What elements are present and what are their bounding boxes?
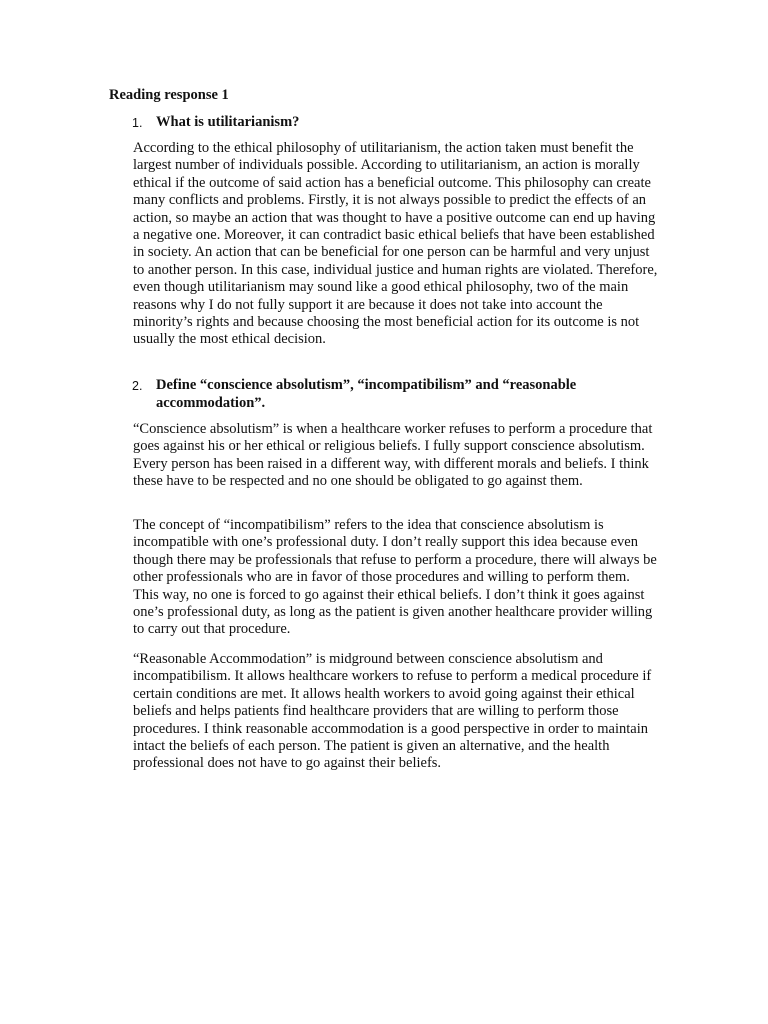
document-title: Reading response 1 <box>109 87 229 103</box>
reasonable-accommodation-paragraph: “Reasonable Accommodation” is midground between conscience absolutism and incompatibilism. It allows healthcare workers to refuse to perform a medical procedure if certain conditions are met. It allows health workers to avoid going against their ethical beliefs and helps patients find healthcare providers that are willing to perform those procedures. I think reasonable accommodation is a good perspective in order to maintain intact the beliefs of each person. The patient is given an alternative, and the health professional does not have to go against their beliefs. <box>133 651 652 772</box>
question-2-text: Define “conscience absolutism”, “incompatibilism” and “reasonable accommodation”. <box>156 377 577 411</box>
conscience-absolutism-paragraph: “Conscience absolutism” is when a healthcare worker refuses to perform a procedure that goes against his or her ethical or religious beliefs. I fully support conscience absolutism. Every person has been raised in a different way, with different morals and beliefs. I think these have to be respected and no one should be obligated to go against them. <box>133 421 653 490</box>
question-2-number: 2. <box>132 379 143 393</box>
incompatibilism-paragraph: The concept of “incompatibilism” refers to the idea that conscience absolutism is incompatible with one’s professional duty. I don’t really support this idea because even though there may be professionals that refuse to perform a procedure, there will always be other professionals who are in favor of those procedures and willing to perform them. This way, no one is forced to go against their ethical beliefs. I don’t think it goes against one’s professional duty, as long as the patient is given another healthcare provider willing to carry out that procedure. <box>133 517 657 638</box>
question-1-answer-paragraph: According to the ethical philosophy of utilitarianism, the action taken must benefit the largest number of individuals possible. According to utilitarianism, an action is morally ethical if the outcome of said action has a beneficial outcome. This philosophy can create many conflicts and problems. Firstly, it is not always possible to predict the effects of an action, so maybe an action that was thought to have a positive outcome can end up having a negative one. Moreover, it can contradict basic ethical beliefs that have been established in society. An action that can be beneficial for one person can be harmful and very unjust to another person. In this case, individual justice and human rights are violated. Therefore, even though utilitarianism may sound like a good ethical philosophy, two of the main reasons why I do not fully support it are because it does not take into account the minority’s rights and because choosing the most beneficial action for its outcome is not usually the most ethical decision. <box>133 140 658 348</box>
question-2-heading <box>132 377 626 412</box>
question-1-heading <box>132 114 626 133</box>
question-1-text: What is utilitarianism? <box>156 114 300 130</box>
question-1-number: 1. <box>132 116 143 130</box>
